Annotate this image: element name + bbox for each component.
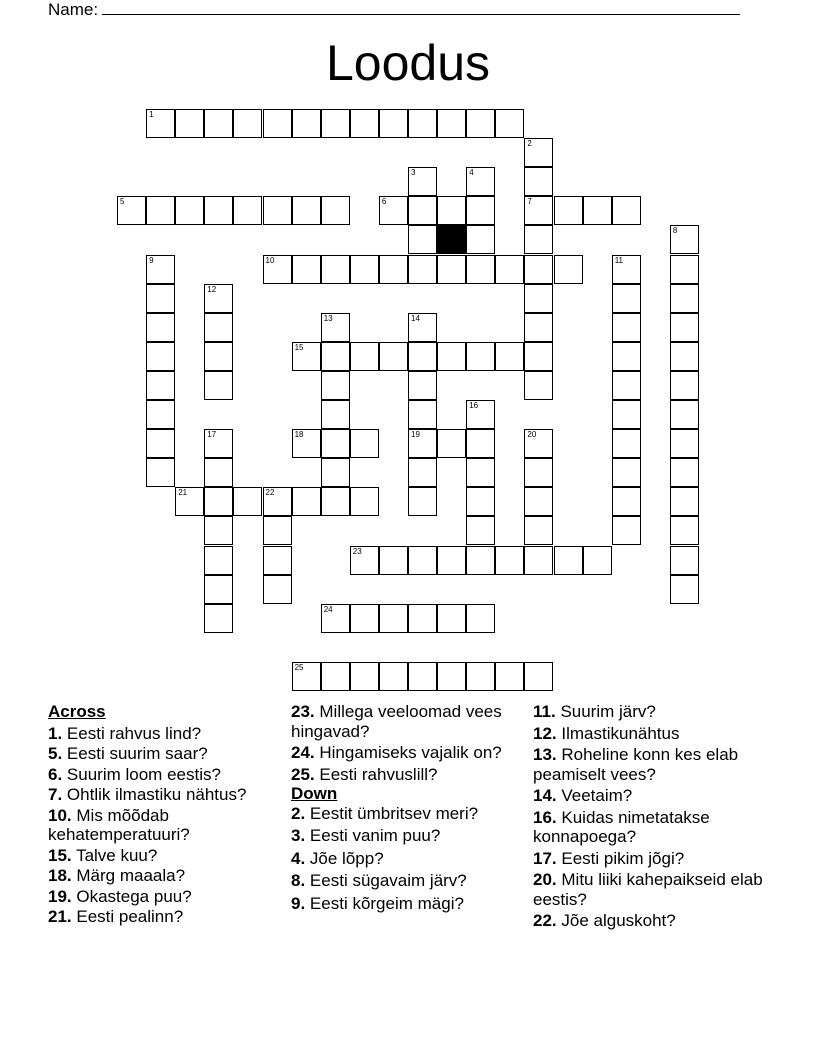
clue-text: Eesti rahvus lind?: [66, 723, 202, 743]
clue-number: 24.: [291, 743, 315, 762]
grid-cell[interactable]: [233, 196, 262, 225]
clue-text: Eesti pikim jõgi?: [561, 848, 685, 868]
clue-number: 13: [323, 313, 333, 323]
grid-cell[interactable]: [612, 516, 641, 545]
grid-cell[interactable]: [146, 400, 175, 429]
grid-cell[interactable]: [321, 196, 350, 225]
grid-cell[interactable]: [146, 109, 175, 138]
clue-number: 9: [149, 255, 154, 265]
grid-cell[interactable]: [408, 342, 437, 371]
grid-cell[interactable]: [583, 196, 612, 225]
grid-cell[interactable]: [670, 255, 699, 284]
clue-text: Jõe alguskoht?: [561, 911, 676, 930]
grid-cell[interactable]: [524, 342, 553, 371]
down-clue: [291, 894, 521, 914]
clue-text: Hingamiseks vajalik on?: [319, 743, 502, 762]
across-heading: Across: [48, 702, 106, 721]
across-clue: [48, 744, 278, 764]
clue-number: 12.: [533, 723, 557, 743]
across-clue: [48, 887, 278, 907]
grid-cell[interactable]: [408, 429, 437, 458]
grid-cell[interactable]: [437, 196, 466, 225]
down-clue: [533, 786, 773, 806]
clue-number: 6: [381, 197, 387, 207]
grid-cell[interactable]: [321, 487, 350, 516]
grid-cell[interactable]: [350, 662, 379, 691]
across-clue: [48, 785, 278, 805]
clue-text: Millega veeloomad vees hingavad?: [291, 702, 502, 741]
grid-cell[interactable]: [612, 429, 641, 458]
across-clue: [48, 765, 278, 785]
clue-text: Eestit ümbritsev meri?: [309, 803, 479, 823]
clue-number: 10: [265, 255, 275, 265]
clue-text: Mis mõõdab kehatemperatuuri?: [48, 805, 190, 844]
clue-number: 6.: [48, 764, 63, 784]
down-clue: [533, 745, 773, 784]
clue-number: 8: [672, 226, 678, 236]
grid-cell[interactable]: [204, 109, 233, 138]
grid-cell[interactable]: [466, 109, 495, 138]
clue-number: 25: [294, 662, 304, 672]
clue-text: Ilmastikunähtus: [561, 723, 680, 743]
grid-cell[interactable]: [146, 284, 175, 313]
grid-cell[interactable]: [263, 516, 292, 545]
grid-cell[interactable]: [612, 342, 641, 371]
clue-number: 25.: [291, 764, 315, 784]
grid-cell[interactable]: [350, 604, 379, 633]
grid-cell[interactable]: [554, 546, 583, 575]
grid-cell[interactable]: [350, 429, 379, 458]
grid-cell[interactable]: [292, 487, 321, 516]
clue-number: 20.: [533, 870, 557, 889]
clue-number: 17: [207, 430, 217, 440]
clue-number: 18.: [48, 866, 72, 885]
grid-cell[interactable]: [408, 225, 437, 254]
grid-cell[interactable]: [670, 225, 699, 254]
grid-cell[interactable]: [670, 400, 699, 429]
clue-number: 11.: [533, 702, 556, 721]
grid-cell[interactable]: [408, 458, 437, 487]
grid-cell[interactable]: [350, 342, 379, 371]
grid-cell[interactable]: [524, 371, 553, 400]
grid-cell[interactable]: [292, 662, 321, 691]
grid-cell[interactable]: [321, 342, 350, 371]
grid-cell[interactable]: [408, 487, 437, 516]
grid-cell[interactable]: [204, 313, 233, 342]
clue-text: Jõe lõpp?: [309, 848, 384, 868]
grid-cell[interactable]: [146, 371, 175, 400]
clue-number: 3.: [291, 826, 306, 845]
grid-cell[interactable]: [466, 225, 495, 254]
clue-number: 24: [323, 604, 333, 614]
grid-cell[interactable]: [524, 313, 553, 342]
grid-cell[interactable]: [612, 313, 641, 342]
clue-number: 4.: [291, 848, 306, 868]
grid-cell[interactable]: [146, 313, 175, 342]
name-label: Name:: [48, 0, 99, 19]
clue-text: Eesti rahvuslill?: [319, 764, 438, 784]
grid-cell[interactable]: [466, 342, 495, 371]
grid-cell[interactable]: [408, 109, 437, 138]
grid-cell[interactable]: [204, 284, 233, 313]
grid-cell[interactable]: [263, 546, 292, 575]
down-clue: [533, 870, 773, 909]
clue-text: Talve kuu?: [76, 845, 158, 865]
grid-cell[interactable]: [524, 546, 553, 575]
grid-cell[interactable]: [204, 546, 233, 575]
grid-cell[interactable]: [495, 109, 524, 138]
grid-cell[interactable]: [321, 400, 350, 429]
clue-number: 23: [352, 546, 362, 556]
across-clue: [48, 907, 278, 927]
grid-cell[interactable]: [670, 487, 699, 516]
down-clue: [533, 702, 773, 722]
clue-number: 18: [294, 430, 304, 440]
grid-cell[interactable]: [524, 458, 553, 487]
down-heading: Down: [291, 784, 338, 803]
clue-text: Suurim järv?: [560, 702, 656, 721]
grid-cell[interactable]: [408, 371, 437, 400]
grid-cell[interactable]: [670, 575, 699, 604]
grid-cell[interactable]: [437, 342, 466, 371]
grid-cell[interactable]: [408, 400, 437, 429]
grid-cell[interactable]: [379, 604, 408, 633]
grid-cell[interactable]: [379, 255, 408, 284]
grid-cell[interactable]: [379, 109, 408, 138]
grid-cell[interactable]: [670, 284, 699, 313]
grid-cell[interactable]: [524, 167, 553, 196]
clue-number: 19: [411, 430, 420, 440]
clue-text: Eesti sügavaim järv?: [309, 871, 467, 890]
grid-cell[interactable]: [204, 196, 233, 225]
clue-number: 14: [411, 313, 420, 323]
grid-cell[interactable]: [408, 313, 437, 342]
clue-text: Eesti vanim puu?: [309, 826, 441, 845]
grid-cell[interactable]: [263, 196, 292, 225]
grid-cell[interactable]: [263, 575, 292, 604]
clue-number: 23.: [291, 702, 315, 721]
clue-text: Eesti suurim saar?: [66, 744, 208, 763]
down-clue: [533, 808, 773, 847]
grid-cell[interactable]: [554, 196, 583, 225]
grid-cell[interactable]: [437, 255, 466, 284]
grid-cell[interactable]: [524, 487, 553, 516]
grid-cell[interactable]: [612, 487, 641, 516]
clues-column-3: [533, 702, 773, 931]
clue-number: 16: [469, 401, 479, 410]
grid-cell[interactable]: [204, 429, 233, 458]
page-title: Loodus: [325, 35, 491, 91]
grid-cell[interactable]: [495, 255, 524, 284]
clue-number: 11: [614, 255, 623, 265]
grid-cell[interactable]: [524, 196, 553, 225]
grid-cell[interactable]: [204, 487, 233, 516]
grid-cell[interactable]: [524, 429, 553, 458]
grid-cell[interactable]: [146, 255, 175, 284]
grid-cell[interactable]: [321, 109, 350, 138]
grid-cell[interactable]: [117, 196, 146, 225]
clue-number: 13.: [533, 745, 557, 764]
grid-cell[interactable]: [466, 196, 495, 225]
grid-cell[interactable]: [466, 516, 495, 545]
grid-cell[interactable]: [204, 458, 233, 487]
grid-cell[interactable]: [204, 604, 233, 633]
clue-number: 17.: [533, 848, 557, 868]
clue-text: Suurim loom eestis?: [66, 764, 221, 784]
grid-cell[interactable]: [466, 546, 495, 575]
grid-cell[interactable]: [524, 255, 553, 284]
clue-number: 3: [411, 168, 416, 178]
grid-cell[interactable]: [524, 662, 553, 691]
grid-cell[interactable]: [408, 546, 437, 575]
grid-cell[interactable]: [524, 138, 553, 167]
grid-cell[interactable]: [466, 429, 495, 458]
grid-cell[interactable]: [204, 342, 233, 371]
clue-number: 22.: [533, 911, 557, 930]
clue-number: 4: [469, 168, 474, 178]
clues-column-1: [48, 702, 278, 927]
grid-cell[interactable]: [524, 225, 553, 254]
grid-cell[interactable]: [321, 371, 350, 400]
grid-cell[interactable]: [233, 487, 262, 516]
clue-number: 20: [527, 430, 537, 440]
grid-cell[interactable]: [466, 604, 495, 633]
grid-cell[interactable]: [612, 371, 641, 400]
grid-cell[interactable]: [408, 604, 437, 633]
clue-number: 8.: [291, 871, 306, 890]
down-clue: [291, 849, 521, 869]
grid-cell[interactable]: [466, 458, 495, 487]
grid-cell[interactable]: [670, 342, 699, 371]
clue-number: 21.: [48, 907, 72, 926]
across-clue: [48, 806, 278, 845]
clue-number: 7: [527, 197, 532, 207]
down-clue: [291, 826, 521, 846]
grid-cell[interactable]: [466, 487, 495, 516]
grid-cell[interactable]: [204, 575, 233, 604]
grid-cell[interactable]: [379, 342, 408, 371]
clue-text: Eesti kõrgeim mägi?: [309, 893, 464, 913]
across-clue: [291, 702, 521, 741]
grid-cell[interactable]: [379, 546, 408, 575]
grid-cell[interactable]: [379, 196, 408, 225]
clue-number: 16.: [533, 807, 557, 827]
grid-cell[interactable]: [350, 487, 379, 516]
grid-cell[interactable]: [466, 255, 495, 284]
grid-cell[interactable]: [292, 109, 321, 138]
grid-cell[interactable]: [408, 196, 437, 225]
grid-cell[interactable]: [146, 342, 175, 371]
grid-cell[interactable]: [408, 255, 437, 284]
grid-cell[interactable]: [408, 167, 437, 196]
grid-cell[interactable]: [495, 546, 524, 575]
grid-cell[interactable]: [321, 458, 350, 487]
clue-number: 1.: [48, 723, 63, 743]
clue-number: 12: [207, 284, 217, 294]
grid-cell[interactable]: [350, 255, 379, 284]
grid-cell[interactable]: [146, 458, 175, 487]
clue-number: 15: [294, 342, 304, 352]
across-clue: [48, 724, 278, 744]
grid-cell[interactable]: [175, 196, 204, 225]
clue-number: 10.: [48, 805, 72, 825]
grid-cell[interactable]: [670, 516, 699, 545]
grid-cell[interactable]: [612, 458, 641, 487]
grid-cell[interactable]: [437, 429, 466, 458]
grid-cell[interactable]: [408, 662, 437, 691]
clue-text: Märg maaala?: [76, 866, 186, 885]
grid-cell[interactable]: [175, 487, 204, 516]
grid-cell[interactable]: [495, 342, 524, 371]
grid-cell[interactable]: [437, 604, 466, 633]
grid-cell[interactable]: [670, 313, 699, 342]
grid-cell[interactable]: [583, 546, 612, 575]
clue-text: Eesti pealinn?: [76, 907, 184, 926]
grid-cell[interactable]: [204, 371, 233, 400]
grid-cell[interactable]: [612, 284, 641, 313]
across-clue: [291, 765, 521, 785]
down-clue: [291, 804, 521, 824]
grid-cell[interactable]: [233, 109, 262, 138]
grid-cell[interactable]: [292, 342, 321, 371]
clue-number: 7.: [48, 785, 63, 804]
across-clue: [48, 866, 278, 886]
grid-cell[interactable]: [524, 284, 553, 313]
clue-text: Okastega puu?: [76, 886, 192, 906]
grid-cell[interactable]: [466, 167, 495, 196]
clue-text: Mitu liiki kahepaikseid elab eestis?: [533, 870, 763, 909]
grid-cell[interactable]: [524, 516, 553, 545]
clue-number: 2: [527, 139, 532, 149]
grid-cell[interactable]: [670, 371, 699, 400]
down-clue: [533, 724, 773, 744]
across-clue: [291, 743, 521, 763]
clues-column-2: [291, 702, 521, 913]
grid-cell[interactable]: [263, 109, 292, 138]
grid-cell[interactable]: [554, 255, 583, 284]
grid-cell[interactable]: [146, 429, 175, 458]
grid-cell[interactable]: [321, 313, 350, 342]
grid-cell[interactable]: [466, 662, 495, 691]
grid-cell[interactable]: [263, 487, 292, 516]
clue-number: 9.: [291, 893, 306, 913]
grid-cell[interactable]: [321, 429, 350, 458]
clue-number: 2.: [291, 803, 306, 823]
grid-cell[interactable]: [466, 400, 495, 429]
grid-cell[interactable]: [670, 429, 699, 458]
grid-cell[interactable]: [612, 196, 641, 225]
down-clue: [291, 871, 521, 891]
grid-cell[interactable]: [321, 662, 350, 691]
clue-number: 5: [120, 197, 125, 207]
clue-text: Kuidas nimetatakse konnapoega?: [533, 807, 710, 846]
clue-text: Ohtlik ilmastiku nähtus?: [66, 785, 247, 804]
clue-text: Roheline konn kes elab peamiselt vees?: [533, 745, 739, 784]
grid-cell[interactable]: [350, 546, 379, 575]
down-clue: [533, 849, 773, 869]
grid-cell[interactable]: [292, 255, 321, 284]
clue-text: Veetaim?: [561, 786, 633, 805]
clue-number: 21: [178, 488, 188, 498]
grid-cell[interactable]: [292, 196, 321, 225]
grid-cell[interactable]: [612, 255, 641, 284]
grid-cell[interactable]: [321, 604, 350, 633]
clue-number: 22: [265, 488, 275, 498]
grid-cell[interactable]: [146, 196, 175, 225]
clue-number: 15.: [48, 845, 72, 865]
clue-number: 1: [149, 110, 154, 119]
clue-number: 14.: [533, 786, 557, 805]
grid-cell[interactable]: [292, 429, 321, 458]
across-clue: [48, 846, 278, 866]
grid-cell[interactable]: [437, 109, 466, 138]
grid-cell[interactable]: [670, 546, 699, 575]
grid-cell[interactable]: [175, 109, 204, 138]
grid-cell[interactable]: [263, 255, 292, 284]
grid-cell[interactable]: [350, 109, 379, 138]
down-clue: [533, 911, 773, 931]
grid-cell[interactable]: [612, 400, 641, 429]
clue-number: 5.: [48, 744, 63, 763]
grid-cell[interactable]: [670, 458, 699, 487]
grid-cell[interactable]: [379, 662, 408, 691]
grid-cell[interactable]: [321, 255, 350, 284]
grid-cell[interactable]: [204, 516, 233, 545]
grid-cell[interactable]: [437, 546, 466, 575]
grid-cell[interactable]: [437, 662, 466, 691]
grid-block: [437, 225, 466, 254]
grid-cell[interactable]: [495, 662, 524, 691]
clue-number: 19.: [48, 886, 72, 906]
